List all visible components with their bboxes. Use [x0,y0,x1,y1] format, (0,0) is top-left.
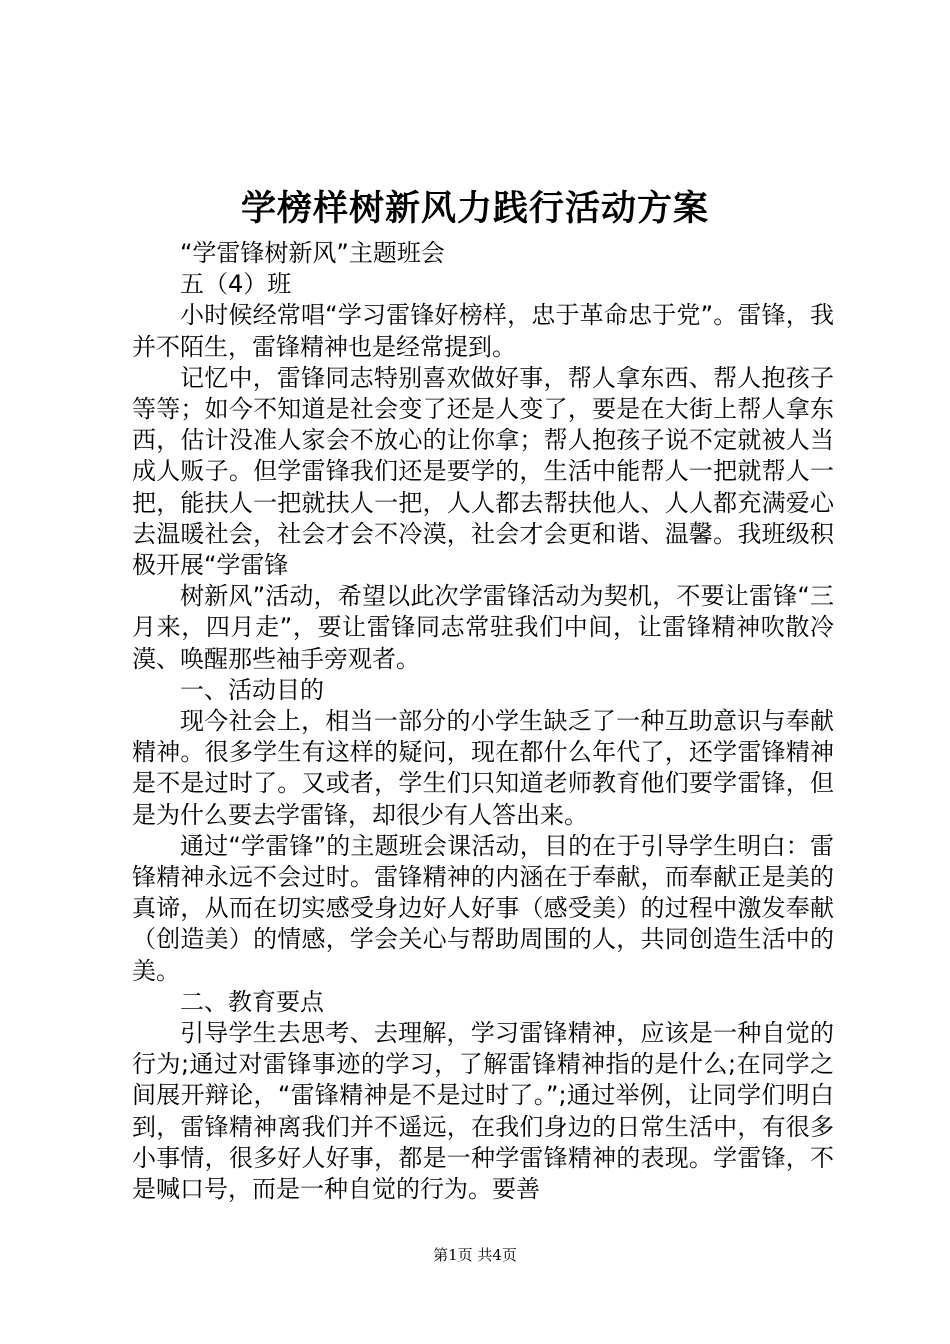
paragraph-class: 五（4）班 [180,270,292,299]
paragraph-activity: 树新风”活动，希望以此次学雷锋活动为契机，不要让雷锋“三月来，四月走”，要让雷锋同志常驻我们中间，让雷锋精神吹散冷漠、唤醒那些袖手旁观者。 [132,582,834,673]
document-title: 学榜样树新风力践行活动方案 [240,188,709,229]
paragraph-intro: 小时候经常唱“学习雷锋好榜样，忠于革命忠于党”。雷锋，我并不陌生，雷锋精神也是经常提到。 [132,301,834,361]
section-heading-key-points: 二、教育要点 [180,987,324,1016]
document-body [132,238,834,1205]
paragraph-purpose-2: 通过“学雷锋”的主题班会课活动，目的在于引导学生明白：雷锋精神永远不会过时。雷锋精神的内涵在于奉献，而奉献正是美的真谛，从而在切实感受身边好人好事（感受美）的过程中激发奉献（创造美）的情感，学会关心与帮助周围的人，共同创造生活中的美。 [132,831,834,985]
section-heading-purpose: 一、活动目的 [180,675,324,704]
page-footer: 第1页 共4页 [433,1246,517,1264]
paragraph-memory: 记忆中，雷锋同志特别喜欢做好事，帮人拿东西、帮人抱孩子等等；如今不知道是社会变了还是人变了，要是在大街上帮人拿东西，估计没准人家会不放心的让你拿；帮人抱孩子说不定就被人当成人贩子。但学雷锋我们还是要学的，生活中能帮人一把就帮人一把，能扶人一把就扶人一把，人人都去帮扶他人、人人都充满爱心去温暖社会，社会才会不冷漠，社会才会更和谐、温馨。我班级积极开展“学雷锋 [132,363,834,580]
paragraph-key-points: 引导学生去思考、去理解，学习雷锋精神，应该是一种自觉的行为;通过对雷锋事迹的学习，了解雷锋精神指的是什么;在同学之间展开辩论，“雷锋精神是不是过时了。”;通过举例，让同学们明白到，雷锋精神离我们并不遥远，在我们身边的日常生活中，有很多小事情，很多好人好事，都是一种学雷锋精神的表现。学雷锋，不是喊口号，而是一种自觉的行为。要善 [132,1019,834,1204]
paragraph-purpose-1: 现今社会上，相当一部分的小学生缺乏了一种互助意识与奉献精神。很多学生有这样的疑问，现在都什么年代了，还学雷锋精神是不是过时了。又或者，学生们只知道老师教育他们要学雷锋，但是为什么要去学雷锋，却很少有人答出来。 [132,707,834,829]
paragraph-subtitle: “学雷锋树新风”主题班会 [180,239,445,267]
